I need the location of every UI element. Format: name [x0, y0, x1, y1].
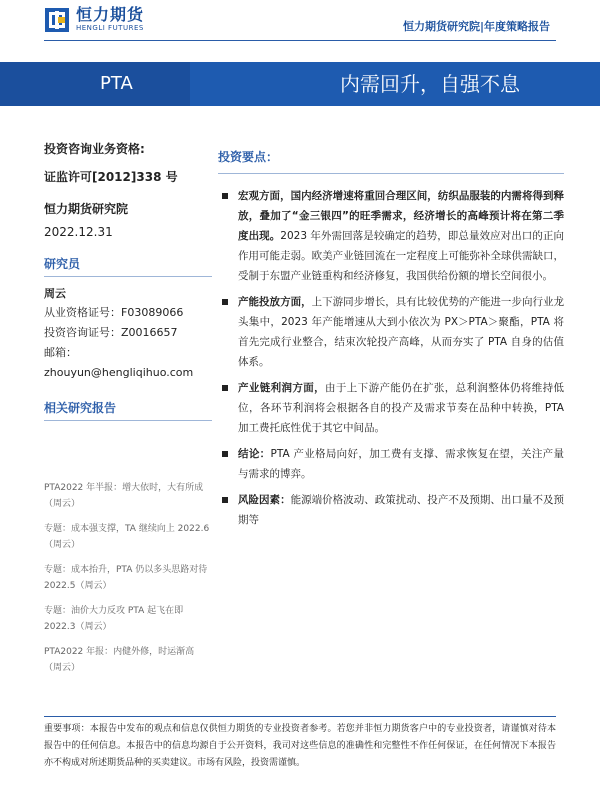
report-type-tag: 恒力期货研究院|年度策略报告	[402, 20, 550, 33]
related-report-item[interactable]: 专题：成本强支撑，TA 继续向上 2022.6（周云）	[44, 524, 210, 550]
highlight-macro	[218, 186, 564, 286]
bullet-icon	[222, 497, 228, 503]
highlight-bold: 宏观方面，国内经济增速将重回合理区间，纺织品服装的内需将得到释放，叠加了“金三银四”的旺季需求，经济增长的高峰预计将在第二季度出现。	[238, 190, 564, 242]
related-report-item[interactable]: 专题：油价大力反攻 PTA 起飞在即 2022.3（周云）	[44, 606, 184, 632]
header-divider	[44, 40, 556, 41]
related-report-item[interactable]: PTA2022 年报：内健外修，时运渐高（周云）	[44, 647, 195, 673]
highlight-capacity	[218, 292, 564, 372]
bullet-icon	[222, 299, 228, 305]
logo-cn: 恒力期货	[76, 5, 145, 24]
related-section-title: 相关研究报告	[44, 401, 117, 415]
highlight-risk	[218, 490, 564, 530]
practice-cert: 从业资格证号：F03089066	[44, 306, 184, 319]
highlights-title: 投资要点：	[218, 150, 279, 164]
disclaimer: 重要事项：本报告中发布的观点和信息仅供恒力期货的专业投资者参考。若您并非恒力期货客户中的专业投资者，请谨慎对待本报告中的任何信息。本报告中的信息均源自于公开资料，我司对这些信息的准确性和完整性不作任何保证，在任何情况下本报告亦不构成对所述期货品种的买卖建议。市场有风险，投资需谨慎。	[44, 716, 556, 772]
institute-name: 恒力期货研究院	[44, 202, 129, 216]
highlight-text: 上下游同步增长，具有比较优势的产能进一步向行业龙头集中，2023 年产能增速从大到小依次为 PX＞PTA＞聚酯，PTA 将首先完成行业整合，结束次轮投产高峰，从而夯实了 PTA 自身的估值体系。	[238, 296, 565, 368]
highlight-text: 能源端价格波动、政策扰动、投产不及预期、出口量不及预期等	[238, 494, 565, 526]
highlights-divider	[218, 173, 564, 174]
logo-mark-icon	[44, 7, 70, 33]
qualification-license: 证监许可[2012]338 号	[44, 170, 178, 184]
analyst-section-divider	[44, 276, 212, 277]
page-header	[0, 0, 600, 52]
related-report-item[interactable]: PTA2022 年半报：增大依时，大有所成（周云）	[44, 483, 204, 509]
highlight-text: PTA 产业格局向好，加工费有支撑、需求恢复在望，关注产量与需求的博弈。	[238, 448, 565, 480]
highlight-bold: 产能投放方面，	[238, 296, 312, 308]
highlight-conclusion	[218, 444, 564, 484]
related-report-item[interactable]: 专题：成本抬升，PTA 仍以多头思路对待 2022.5（周云）	[44, 565, 208, 591]
highlight-bold: 产业链利润方面，	[238, 382, 326, 394]
related-reports-list	[44, 480, 212, 685]
sidebar	[44, 140, 212, 429]
email-label: 邮箱：	[44, 346, 77, 359]
advisory-cert: 投资咨询证号：Z0016657	[44, 326, 178, 339]
logo-en: HENGLI FUTURES	[76, 24, 144, 32]
bullet-icon	[222, 385, 228, 391]
investment-highlights	[218, 148, 564, 536]
highlight-profit	[218, 378, 564, 438]
highlight-bold: 结论：	[238, 448, 271, 460]
qualification-label: 投资咨询业务资格:	[44, 142, 145, 156]
related-section-divider	[44, 420, 212, 421]
analyst-section-title: 研究员	[44, 257, 81, 271]
company-logo	[44, 6, 144, 33]
report-title: 内需回升，自强不息	[340, 72, 520, 96]
analyst-name: 周云	[44, 287, 66, 300]
analyst-email[interactable]: zhouyun@hengliqihuo.com	[44, 366, 194, 379]
title-banner	[0, 62, 600, 106]
highlight-bold: 风险因素：	[238, 494, 291, 506]
banner-left-block	[0, 62, 190, 106]
product-name: PTA	[100, 73, 133, 94]
bullet-icon	[222, 193, 228, 199]
highlight-text: 由于上下游产能仍在扩张，总利润整体仍将维持低位，各环节利润将会根据各自的投产及需求节奏在品种中转换，PTA 加工费托底性优于其它中间品。	[238, 382, 565, 434]
report-date: 2022.12.31	[44, 225, 113, 239]
highlight-text: 2023 年外需回落是较确定的趋势，即总量效应对出口的正向作用可能走弱。欧美产业链回流在一定程度上可能弥补全球供需缺口，受制于东盟产业链重构和经济修复，我国供给份额的增长空间很小。	[238, 230, 565, 282]
bullet-icon	[222, 451, 228, 457]
